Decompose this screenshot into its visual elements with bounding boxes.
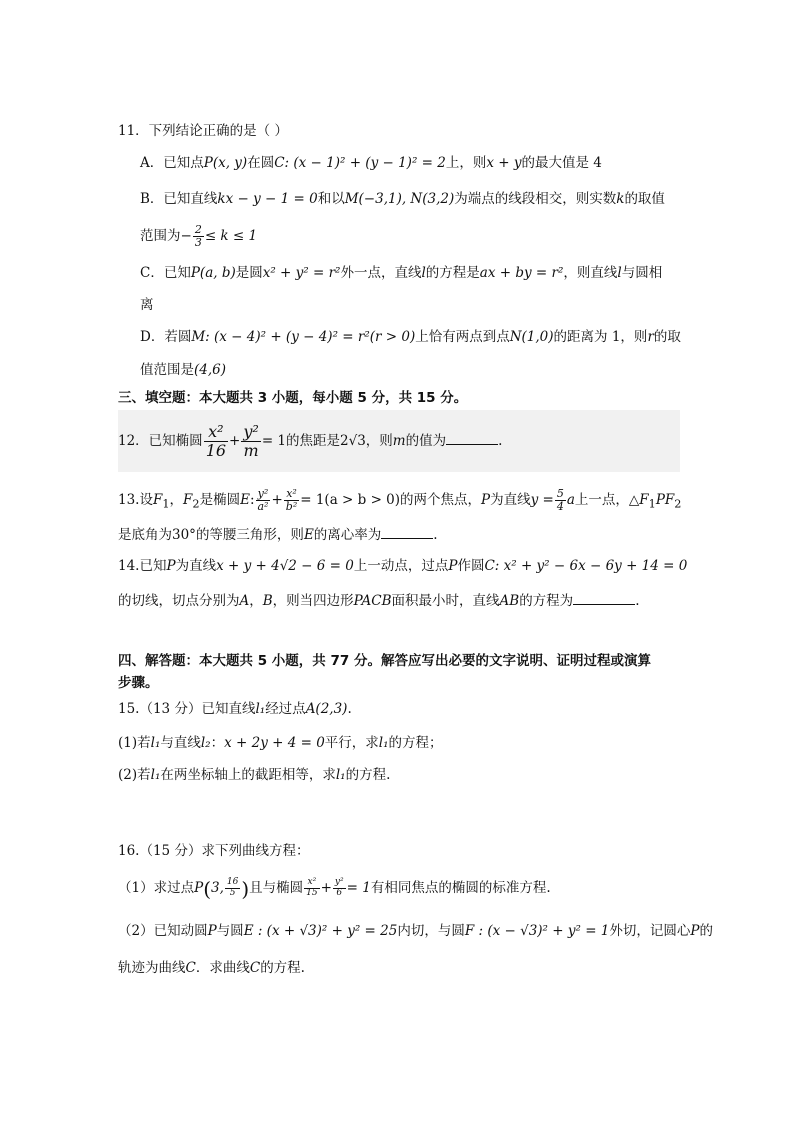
q14-line2: 的切线，切点分别为A，B，则当四边形PACB面积最小时，直线AB的方程为 . <box>118 590 639 611</box>
q11-option-d-line2: 值范围是(4,6) <box>140 362 227 378</box>
q16-part1: （1）求过点P(3, $\frac{16}{5}$ )且与椭圆 $\frac{\text{x²}}{15}$ + $\frac{\text{y²}}{6}$ = 1有相同焦点的椭圆的标准方程. <box>118 876 551 901</box>
fraction-five-fourths: $\frac{5}{4}$ <box>556 486 564 513</box>
q15-part2: (2)若l₁在两坐标轴上的截距相等，求l₁的方程. <box>118 767 391 783</box>
q11-option-c-line1: C．已知P(a, b)是圆x² + y² = r²外一点，直线l的方程是ax + by = r²，则直线l与圆相 <box>140 265 663 281</box>
q11-option-d-line1: D．若圆M: (x − 4)² + (y − 4)² = r²(r > 0)上恰有两点到点N(1,0)的距离为 1，则r的取 <box>140 329 681 345</box>
fraction-x2-over-b2: $\frac{\text{x²}}{\text{b²}}$ <box>285 486 298 513</box>
q12-answer-blank[interactable] <box>446 430 498 445</box>
fraction-y2-over-a2: $\frac{\text{y²}}{\text{a²}}$ <box>257 486 269 513</box>
fraction-x2-over-15: $\frac{\text{x²}}{15}$ <box>306 877 318 898</box>
q16-part2-line2: 轨迹为曲线C．求曲线C的方程. <box>118 960 305 976</box>
fraction-x2-over-16: $\frac{\text{x²}}{16}$ <box>205 422 227 460</box>
q16-stem: 16.（15 分）求下列曲线方程： <box>118 843 310 859</box>
q11-option-a: A．已知点P(x, y)在圆C: (x − 1)² + (y − 1)² = 2上，则x + y的最大值是 4 <box>140 155 602 171</box>
q13-line2: 是底角为30°的等腰三角形，则E的离心率为 . <box>118 524 438 545</box>
fraction-y2-over-6: $\frac{\text{y²}}{6}$ <box>334 877 344 898</box>
q15-stem: 15.（13 分）已知直线l₁经过点A(2,3). <box>118 701 352 717</box>
fraction-y2-over-m: $\frac{\text{y²}}{m}$ <box>243 422 259 460</box>
q12-text: 12．已知椭圆 $\frac{\text{x²}}{16}$ + $\frac{\text{y²}}{m}$ = 1的焦距是2√3，则m的值为 . <box>118 422 503 460</box>
q14-line1: 14.已知P为直线x + y + 4√2 − 6 = 0上一动点，过点P作圆C: x² + y² − 6x − 6y + 14 = 0 <box>118 558 688 574</box>
q13-answer-blank[interactable] <box>381 524 433 539</box>
q11-option-c-line2: 离 <box>140 297 154 313</box>
section-4-heading-line2: 步骤。 <box>118 675 159 691</box>
q11-option-b-line1: B．已知直线kx − y − 1 = 0和以M(−3,1), N(3,2)为端点的线段相交，则实数k的取值 <box>140 191 665 207</box>
fraction-16-over-5: $\frac{16}{5}$ <box>226 877 239 898</box>
q16-part2-line1: （2）已知动圆P与圆E : (x + √3)² + y² = 25内切，与圆F : (x − √3)² + y² = 1外切，记圆心P的 <box>118 923 713 939</box>
q15-part1: (1)若l₁与直线l₂：x + 2y + 4 = 0平行，求l₁的方程； <box>118 735 443 751</box>
q11-stem: 11．下列结论正确的是（ ） <box>118 123 288 139</box>
fraction-two-thirds: $\frac{2}{3}$ <box>194 222 202 249</box>
q14-answer-blank[interactable] <box>573 590 635 605</box>
section-4-heading-line1: 四、解答题：本大题共 5 小题，共 77 分。解答应写出必要的文字说明、证明过程或演算 <box>118 653 651 669</box>
q11-option-b-line2: 范围为− $\frac{2}{3}$ ≤ k ≤ 1 <box>140 222 258 249</box>
section-3-heading: 三、填空题：本大题共 3 小题，每小题 5 分，共 15 分。 <box>118 390 468 406</box>
q13-line1: 13.设$F_1$，$F_2$是椭圆E: $\frac{\text{y²}}{\text{a²}}$ + $\frac{\text{x²}}{\text{b²}}$ = 1(a > b > 0)的两个焦点，P为直线y = $\frac{5}{4}$ a上一点，$\triangle F_1PF_2$ <box>118 486 682 513</box>
